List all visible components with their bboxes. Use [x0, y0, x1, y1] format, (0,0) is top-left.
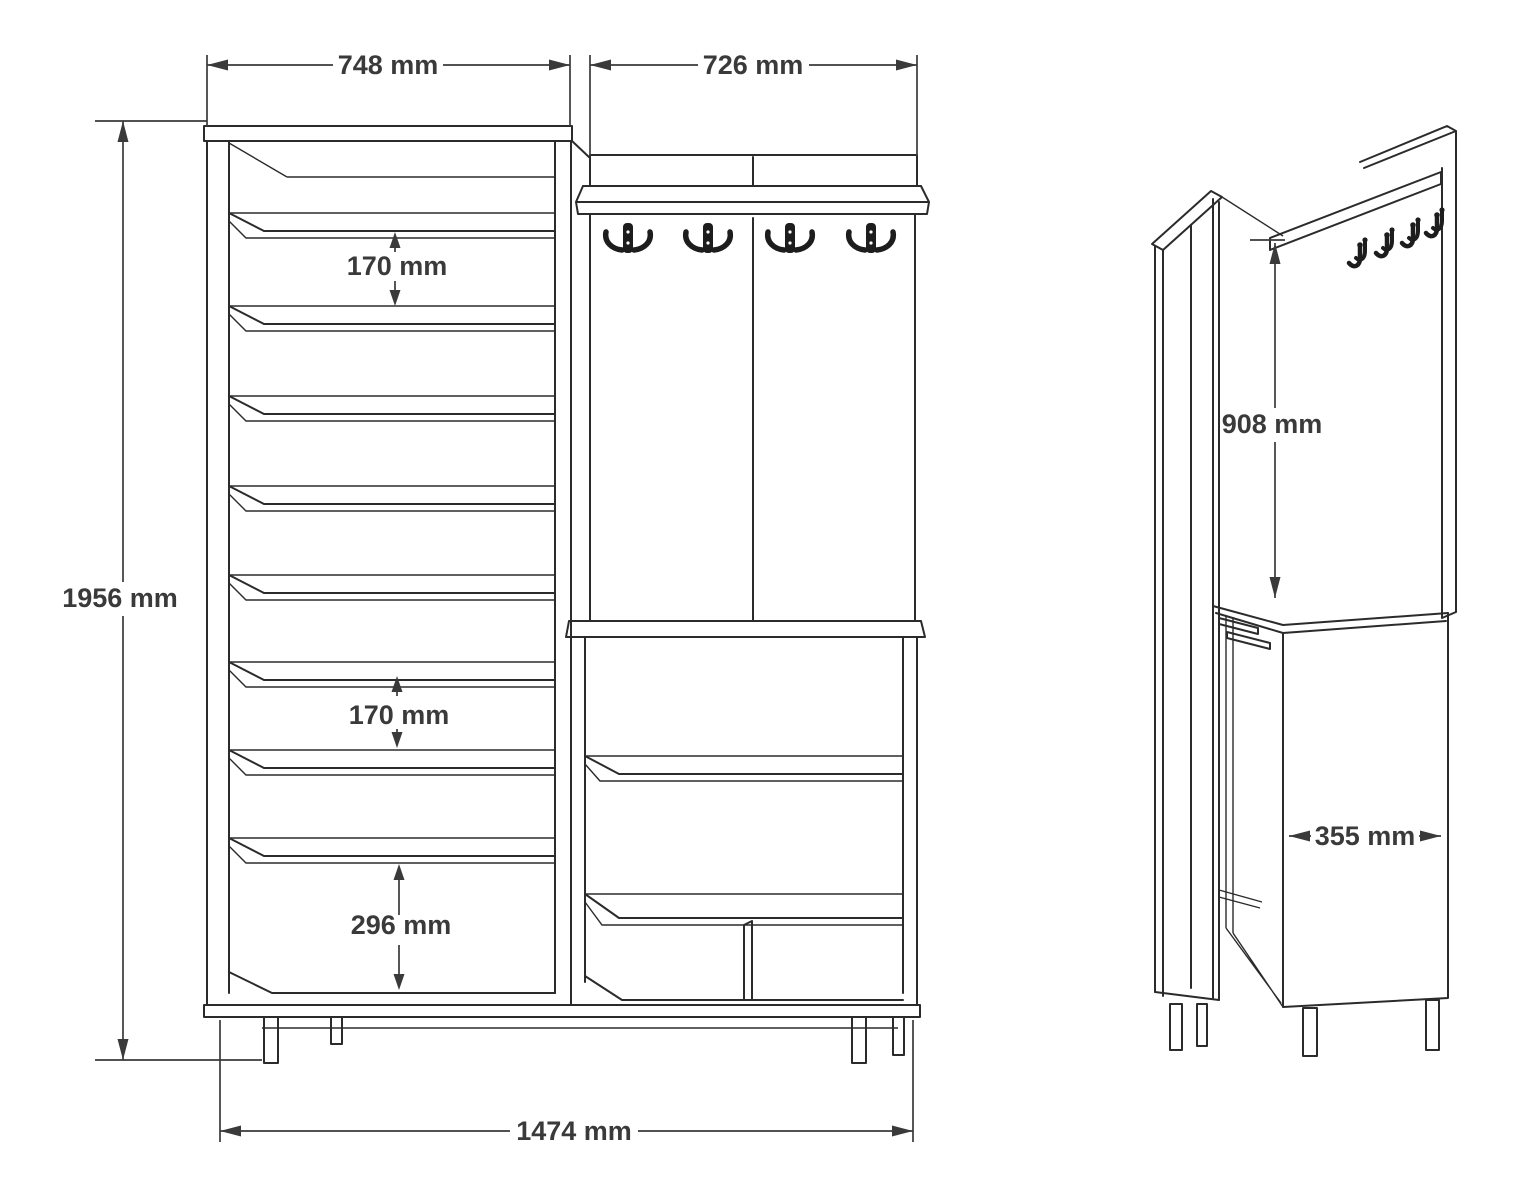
shelf-back-edges — [229, 213, 555, 838]
coat-hook-side-icon — [1349, 237, 1368, 266]
lower-shelf-bottom-edges — [585, 764, 903, 925]
side-cabinet-door-edges — [1226, 615, 1283, 1007]
coat-hook-side-icon — [1376, 227, 1395, 256]
side-back-leg — [1426, 1000, 1439, 1050]
base-plinth — [204, 1005, 920, 1017]
dim-label-gap-middle: 170 mm — [348, 700, 450, 730]
back-left-leg — [331, 1017, 342, 1044]
front-lower-cabinet — [566, 621, 925, 1005]
side-panel-bottom — [1155, 992, 1219, 1000]
left-cabinet-back-top-edge — [229, 143, 555, 177]
side-panel-top-receding-edge — [1222, 197, 1283, 236]
dim-front-height — [62, 121, 262, 1060]
left-cabinet-top-panel — [204, 126, 572, 141]
side-coat-hooks — [1349, 207, 1445, 266]
front-base-and-legs — [204, 1005, 920, 1063]
dim-label-gap-bottom: 296 mm — [350, 910, 452, 940]
dim-front-width-right — [590, 50, 917, 156]
dim-label-width-right: 726 mm — [702, 50, 804, 80]
side-cabinet-top-edges — [1213, 606, 1448, 633]
left-cabinet-floor — [229, 972, 555, 993]
coat-hook-icon — [768, 223, 813, 253]
shelf-left-diagonals — [229, 213, 264, 856]
hook-panel-edges — [590, 214, 915, 620]
side-back-panel — [1360, 126, 1456, 618]
hook-panels — [590, 214, 915, 620]
dim-label-gap-top: 170 mm — [346, 251, 448, 281]
side-front-leg — [1303, 1008, 1317, 1056]
dim-side-hook-panel-height — [1222, 240, 1323, 598]
front-left-leg — [264, 1017, 278, 1063]
front-right-leg — [852, 1017, 866, 1063]
dim-label-total-width: 1474 mm — [516, 1116, 632, 1146]
side-view — [1152, 126, 1456, 1056]
side-left-leg-b — [1197, 1004, 1207, 1046]
side-back-panel-edges — [1360, 126, 1456, 618]
dim-label-depth: 355 mm — [1314, 821, 1416, 851]
dim-side-depth — [1289, 821, 1441, 851]
dim-label-height: 1956 mm — [62, 583, 178, 613]
shelf-bottom-edges — [229, 221, 555, 863]
dim-front-total-width — [220, 1020, 913, 1146]
side-cabinet-face — [1283, 613, 1448, 1007]
cornice-profile — [576, 186, 929, 214]
coat-hook-side-icon — [1402, 217, 1421, 246]
side-panel-verticals — [1155, 199, 1219, 1000]
lower-shelf-back-edges — [585, 756, 903, 894]
hook-section-top-strip — [590, 155, 917, 186]
dim-label-hook-height: 908 mm — [1221, 409, 1323, 439]
coat-hook-icon — [849, 223, 894, 253]
front-view — [204, 126, 929, 1063]
coat-hook-icon — [686, 223, 731, 253]
shelf-front-edges — [264, 231, 555, 856]
lower-cabinet-divider — [744, 921, 752, 1000]
back-right-leg — [893, 1017, 904, 1055]
side-left-leg-a — [1170, 1004, 1182, 1050]
dim-shelf-gap-bottom — [351, 864, 452, 990]
lower-cabinet-top — [566, 621, 925, 637]
dim-label-width-left: 748 mm — [337, 50, 439, 80]
dim-front-width-left — [207, 50, 570, 126]
back-panel-top-strip — [590, 155, 917, 186]
cornice-shelf — [576, 186, 929, 214]
coat-hook-icon — [606, 223, 651, 253]
top-junction-bevel — [572, 141, 590, 158]
dim-shelf-gap-top — [347, 232, 448, 306]
side-panel-top-cap — [1152, 191, 1222, 250]
